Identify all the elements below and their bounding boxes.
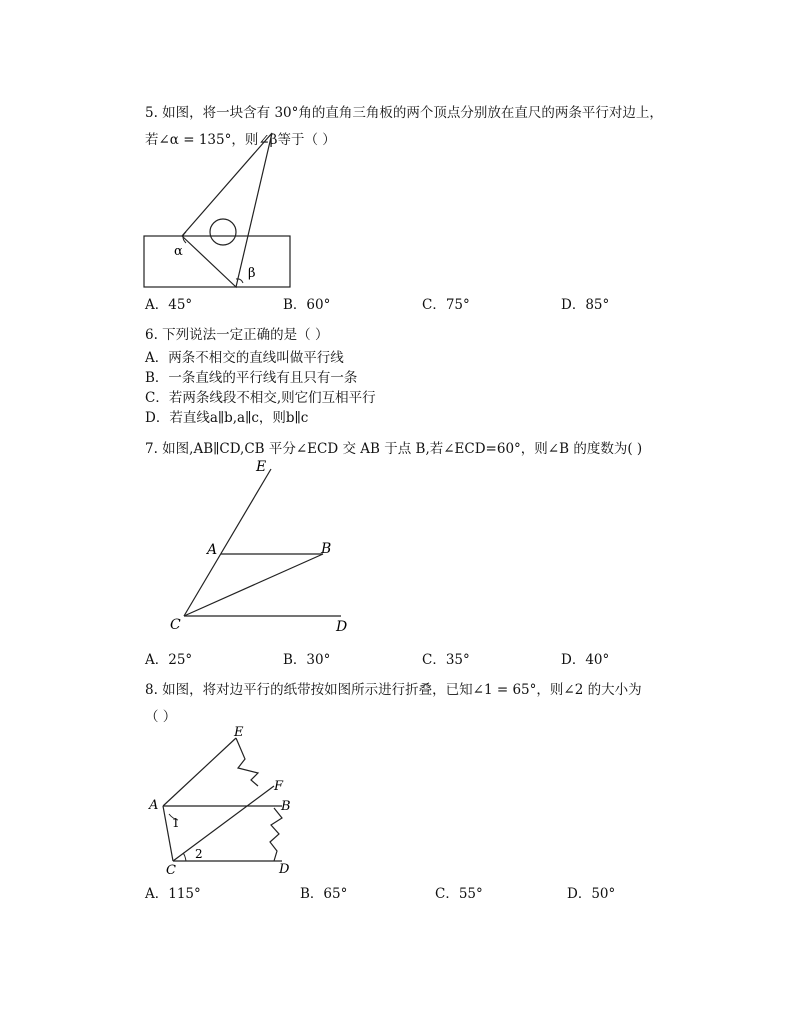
q8-option-a[interactable]: A．115° (145, 886, 201, 902)
q7-option-b[interactable]: B．30° (283, 652, 331, 668)
q5-stem-line2: 若∠α = 135°，则∠β等于（ ） (145, 132, 336, 148)
q8-figure (140, 722, 310, 882)
q5-stem-line1: 5. 如图，将一块含有 30°角的直角三角板的两个顶点分别放在直尺的两条平行对边上， (145, 105, 663, 121)
label-e: E (234, 725, 244, 740)
q6-option-d[interactable]: D．若直线a∥b,a∥c，则b∥c (145, 410, 309, 426)
q5-option-d[interactable]: D．85° (561, 297, 610, 313)
q7-stem: 7. 如图,AB∥CD,CB 平分∠ECD 交 AB 于点 B,若∠ECD=60°，则∠B 的度数为( ) (145, 441, 643, 457)
q6-stem: 6. 下列说法一定正确的是（ ） (145, 327, 329, 343)
q8-stem-line2: （ ） (145, 709, 177, 725)
q8-option-b[interactable]: B．65° (300, 886, 348, 902)
label-angle-2: 2 (195, 847, 203, 861)
label-a: A (149, 798, 159, 813)
label-d: D (279, 862, 290, 877)
q5-figure (140, 125, 300, 295)
q5-option-a[interactable]: A．45° (145, 297, 193, 313)
q6-option-a[interactable]: A．两条不相交的直线叫做平行线 (145, 350, 344, 366)
angle-2-arc (183, 853, 186, 861)
label-c: C (166, 863, 176, 878)
label-angle-1: 1 (172, 816, 180, 830)
q7-figure (160, 455, 360, 635)
label-e: E (256, 459, 267, 475)
q5-option-c[interactable]: C．75° (422, 297, 470, 313)
label-b: B (321, 541, 332, 557)
q7-option-a[interactable]: A．25° (145, 652, 193, 668)
q5-option-b[interactable]: B．60° (283, 297, 331, 313)
triangle (182, 133, 272, 287)
line-ce (184, 469, 271, 616)
triangle-hole (210, 219, 236, 245)
label-alpha: α (174, 244, 183, 259)
q7-option-c[interactable]: C．35° (422, 652, 470, 668)
label-f: F (274, 779, 284, 794)
label-d: D (336, 619, 348, 635)
q8-option-d[interactable]: D．50° (567, 886, 616, 902)
q6-option-b[interactable]: B．一条直线的平行线有且只有一条 (145, 370, 358, 386)
line-cf (173, 786, 274, 861)
torn-edge-upper (236, 738, 258, 786)
q8-stem-line1: 8. 如图，将对边平行的纸带按如图所示进行折叠，已知∠1 = 65°，则∠2 的大小为 (145, 682, 642, 698)
q8-option-c[interactable]: C．55° (435, 886, 483, 902)
torn-edge-right (270, 808, 282, 861)
label-beta: β (248, 266, 256, 281)
line-ac (163, 806, 173, 861)
q7-option-d[interactable]: D．40° (561, 652, 610, 668)
line-ae (163, 738, 236, 806)
label-a: A (207, 542, 218, 558)
label-b: B (281, 799, 291, 814)
label-c: C (170, 617, 181, 633)
line-cb (184, 554, 323, 616)
q6-option-c[interactable]: C．若两条线段不相交,则它们互相平行 (145, 390, 376, 406)
